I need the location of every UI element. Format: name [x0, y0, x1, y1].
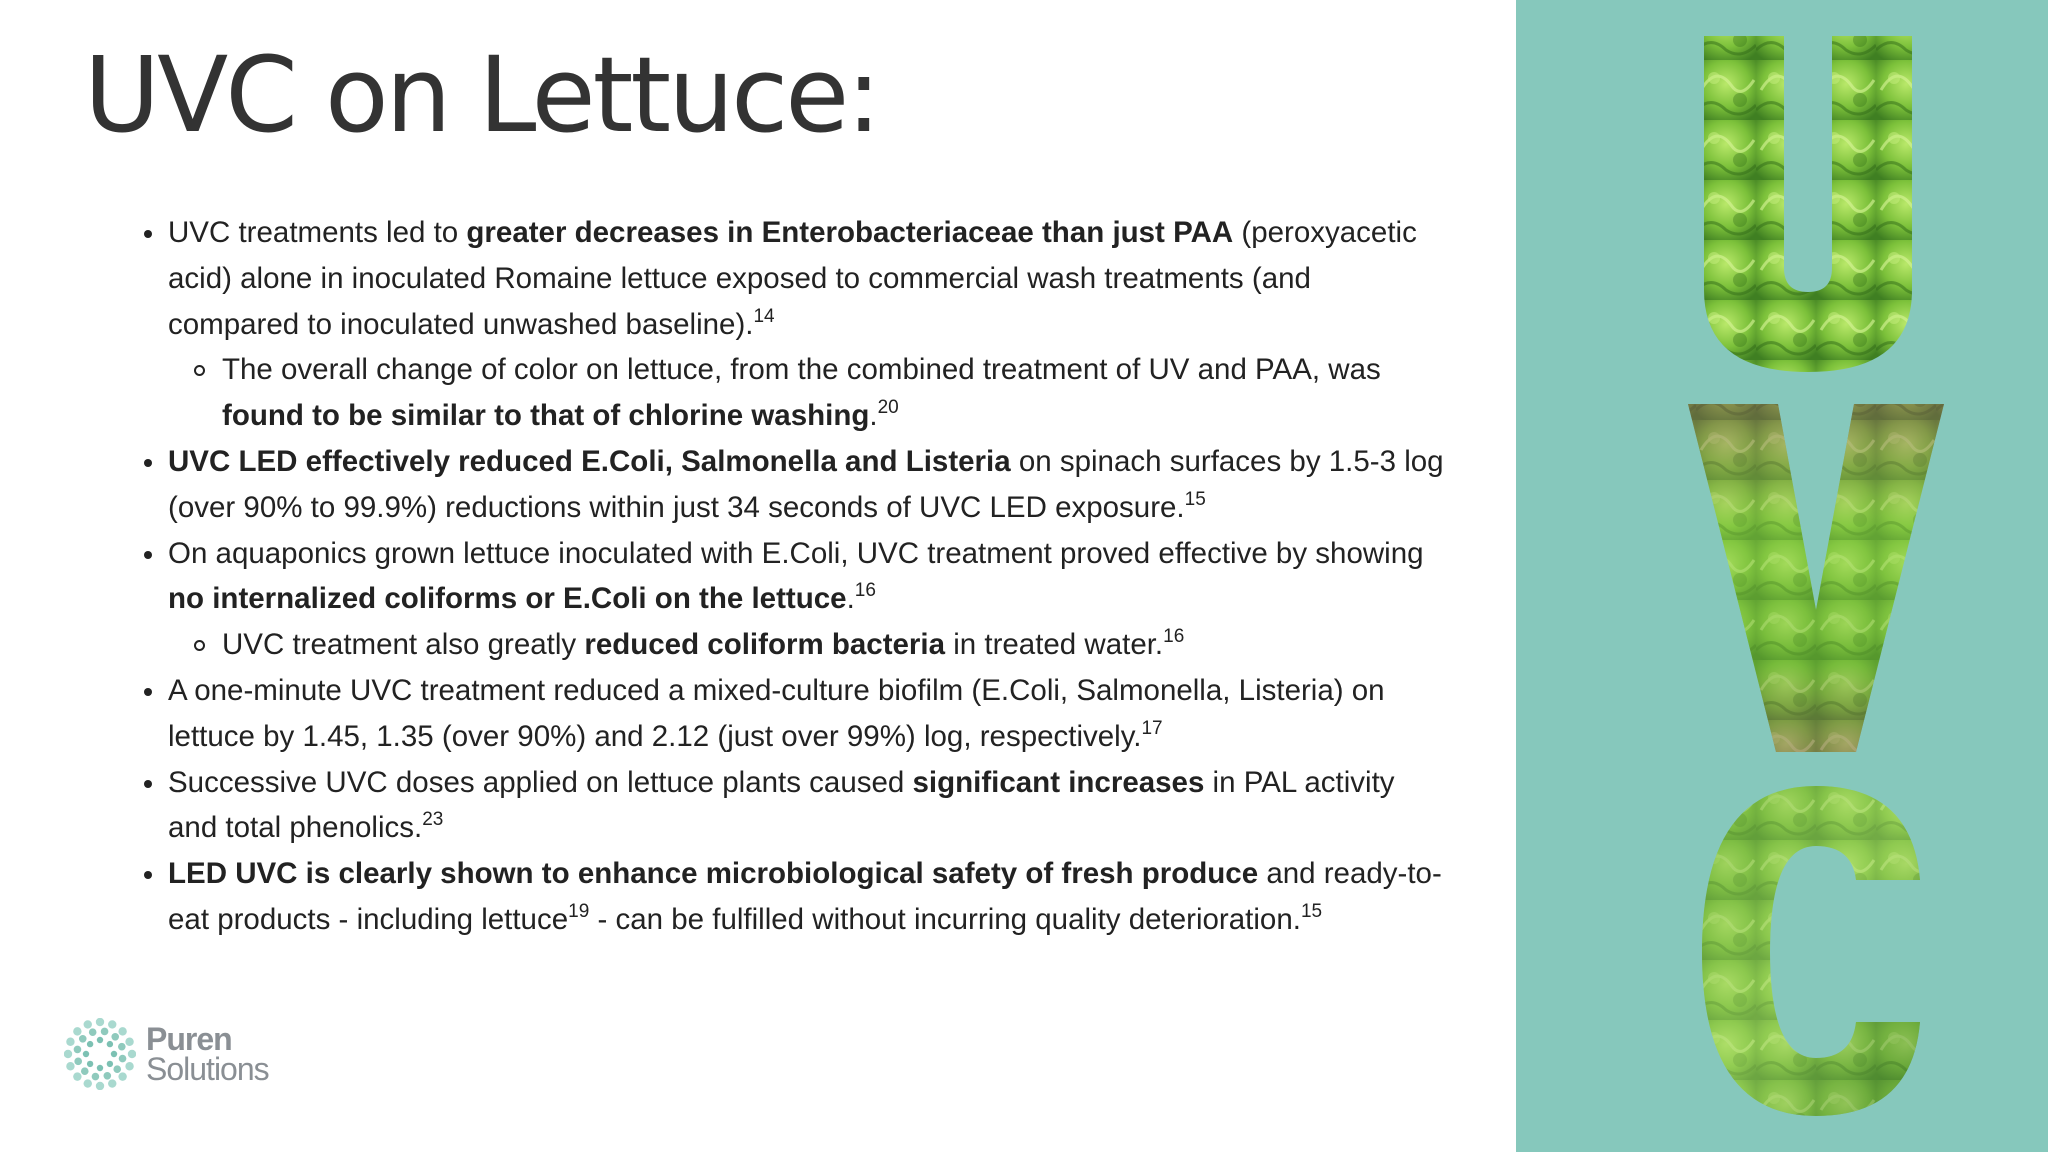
bullet-item — [168, 439, 1448, 531]
bold-text: UVC LED effectively reduced E.Coli, Salmonella and Listeria — [168, 444, 1011, 478]
page-title: UVC on Lettuce: — [84, 34, 879, 156]
citation-number: 23 — [422, 809, 444, 831]
text-span: A one-minute UVC treatment reduced a mixed-culture biofilm (E.Coli, Salmonella, Listeria) on lettuce by 1.45, 1.35 (over 90%) and 2.12 (just over 99%) log, respectively. — [168, 673, 1385, 753]
bullet-item — [168, 668, 1448, 760]
logo-line-2: Solutions — [146, 1051, 269, 1087]
text-span: on spinach surfaces by 1.5-3 log (over 90% to 99.9%) reductions within just 34 seconds of UVC LED exposure. — [168, 444, 1444, 524]
bold-text: no internalized coliforms or E.Coli on the lettuce — [168, 582, 847, 616]
letter-u-shape — [1704, 36, 1912, 372]
citation-number: 15 — [1184, 488, 1206, 510]
text-span: UVC treatment also greatly — [222, 628, 585, 662]
uvc-lettuce-panel — [1516, 0, 2048, 1152]
text-span: in treated water. — [945, 628, 1164, 662]
citation-number: 20 — [877, 397, 899, 419]
text-span: (peroxyacetic acid) alone in inoculated Romaine lettuce exposed to commercial wash treatments (and compared to inoculated unwashed baseline). — [168, 216, 1417, 341]
text-span: . — [869, 399, 878, 433]
text-span: On aquaponics grown lettuce inoculated with E.Coli, UVC treatment proved effective by showing — [168, 536, 1424, 570]
text-span: Successive UVC doses applied on lettuce plants caused — [168, 765, 913, 799]
logo-dots-icon — [64, 1018, 136, 1090]
citation-number: 15 — [1300, 900, 1323, 922]
bullet-item — [168, 531, 1448, 623]
citation-number: 19 — [568, 900, 590, 922]
bullet-list — [168, 210, 1448, 943]
text-span: in PAL activity and total phenolics. — [168, 765, 1395, 845]
text-span: - can be fulfilled without incurring quality deterioration. — [589, 902, 1301, 936]
text-span: UVC treatments led to — [168, 216, 467, 249]
bold-text: significant increases — [912, 765, 1205, 799]
sub-bullet-item — [168, 622, 1448, 668]
puren-logo — [64, 1018, 294, 1094]
uvc-lettuce-letters-image — [1516, 0, 2048, 1152]
text-span: . — [846, 582, 855, 616]
bold-text: greater decreases in Enterobacteriaceae than just PAA — [466, 216, 1234, 249]
bold-text: reduced coliform bacteria — [584, 628, 946, 662]
bold-text: found to be similar to that of chlorine washing — [222, 399, 870, 433]
sub-bullet-item — [168, 347, 1448, 439]
citation-number: 14 — [753, 305, 775, 327]
bullet-item — [168, 210, 1448, 347]
text-span: and ready-to-eat products - including lettuce — [168, 857, 1442, 936]
citation-number: 16 — [854, 580, 876, 602]
citation-number: 17 — [1141, 717, 1163, 739]
logo-line-1: Puren — [146, 1021, 232, 1057]
bullet-item — [168, 851, 1448, 943]
bullet-item — [168, 760, 1448, 852]
citation-number: 16 — [1163, 626, 1185, 648]
bold-text: LED UVC is clearly shown to enhance microbiological safety of fresh produce — [168, 857, 1259, 891]
text-span: The overall change of color on lettuce, from the combined treatment of UV and PAA, was — [222, 353, 1381, 387]
